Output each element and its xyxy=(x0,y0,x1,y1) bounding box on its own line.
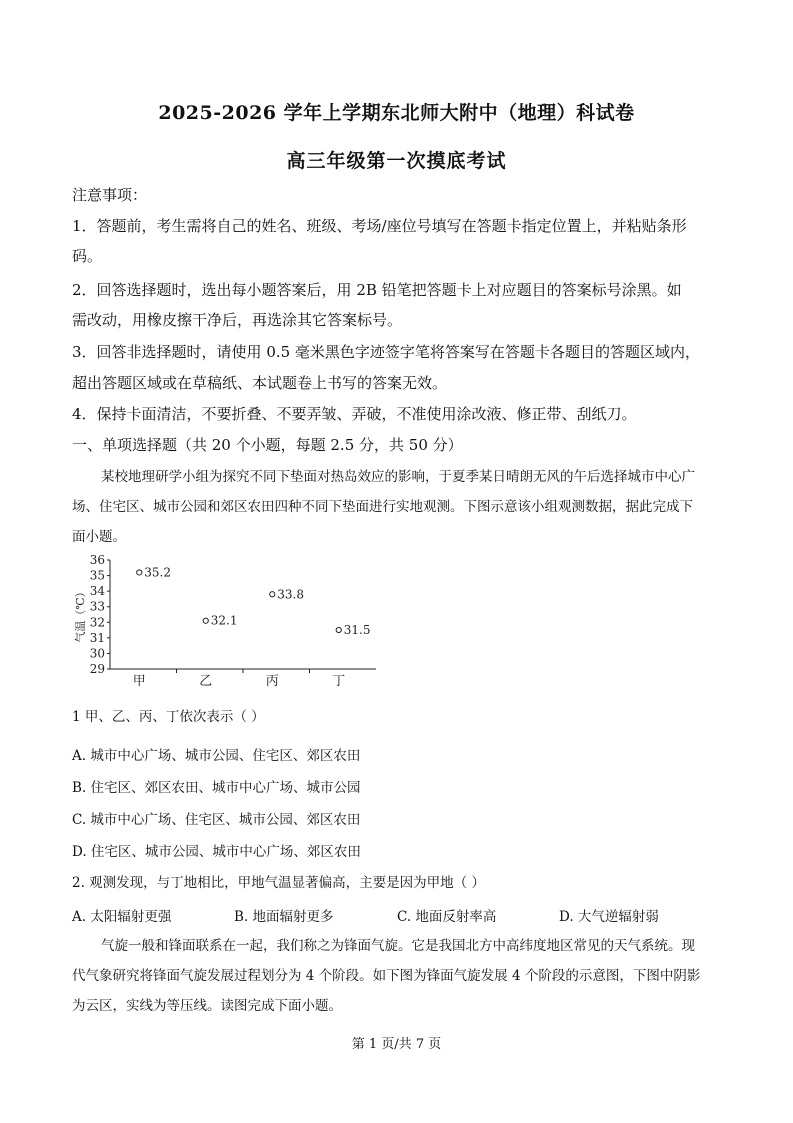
y-tick-label: 30 xyxy=(89,646,105,661)
data-label: 32.1 xyxy=(210,613,238,628)
passage1-line-3: 面小题。 xyxy=(72,529,126,545)
y-tick-label: 32 xyxy=(89,615,105,630)
notice-item-3-cont: 超出答题区域或在草稿纸、本试题卷上书写的答案无效。 xyxy=(72,374,448,392)
y-tick-label: 29 xyxy=(89,662,105,676)
q1-option-a: A. 城市中心广场、城市公园、住宅区、郊区农田 xyxy=(72,748,361,764)
y-tick-label: 36 xyxy=(89,553,105,567)
y-tick-label: 34 xyxy=(89,584,105,599)
y-tick-label: 31 xyxy=(89,630,105,645)
y-tick-label: 35 xyxy=(89,568,105,583)
x-tick-label: 丙 xyxy=(265,674,279,689)
passage2-line-3: 为云区，实线为等压线。读图完成下面小题。 xyxy=(72,998,342,1014)
q1-option-d: D. 住宅区、城市公园、城市中心广场、郊区农田 xyxy=(72,844,361,860)
q2-option-a: A. 太阳辐射更强 xyxy=(72,909,172,925)
q1-option-b: B. 住宅区、郊区农田、城市中心广场、城市公园 xyxy=(72,780,361,796)
notice-item-1-cont: 码。 xyxy=(72,247,103,265)
data-point xyxy=(270,592,275,597)
notice-item-1: 1．答题前，考生需将自己的姓名、班级、考场/座位号填写在答题卡指定位置上，并粘贴条形 xyxy=(72,217,687,235)
exam-title: 2025-2026 学年上学期东北师大附中（地理）科试卷 xyxy=(158,102,635,124)
notice-item-3: 3．回答非选择题时，请使用 0.5 毫米黑色字迹签字笔将答案写在答题卡各题目的答题区域内， xyxy=(72,343,700,361)
notice-item-2-cont: 需改动，用橡皮擦干净后，再选涂其它答案标号。 xyxy=(72,311,403,329)
passage2-line-1: 气旋一般和锋面联系在一起，我们称之为锋面气旋。它是我国北方中高纬度地区常见的天气系统。现 xyxy=(101,938,695,954)
data-point xyxy=(137,570,142,575)
data-label: 33.8 xyxy=(277,587,304,602)
y-tick-label: 33 xyxy=(89,599,105,614)
q2-option-c: C. 地面反射率高 xyxy=(397,909,497,925)
page-footer: 第 1 页/共 7 页 xyxy=(351,1037,442,1052)
section-heading: 一、单项选择题（共 20 个小题，每题 2.5 分，共 50 分） xyxy=(72,436,463,454)
q1-option-c: C. 城市中心广场、住宅区、城市公园、郊区农田 xyxy=(72,812,361,828)
temperature-chart xyxy=(70,550,390,690)
data-point xyxy=(203,618,208,623)
passage1-line-1: 某校地理研学小组为探究不同下垫面对热岛效应的影响，于夏季某日晴朗无风的午后选择城市中心广 xyxy=(101,469,695,485)
x-tick-label: 丁 xyxy=(332,674,346,689)
q2-option-d: D. 大气逆辐射弱 xyxy=(559,909,659,925)
x-tick-label: 乙 xyxy=(199,674,213,689)
notice-item-4: 4．保持卡面清洁，不要折叠、不要弄皱、弄破，不准使用涂改液、修正带、刮纸刀。 xyxy=(72,405,637,423)
y-axis-label: 气温（℃） xyxy=(74,586,87,643)
data-label: 31.5 xyxy=(343,623,371,638)
passage1-line-2: 场、住宅区、城市公园和郊区农田四种不同下垫面进行实地观测。下图示意该小组观测数据，据此完成下 xyxy=(72,499,693,515)
q1-stem: 1 甲、乙、丙、丁依次表示（ ） xyxy=(72,709,265,725)
q2-stem: 2. 观测发现，与丁地相比，甲地气温显著偏高，主要是因为甲地（ ） xyxy=(72,875,485,891)
x-tick-label: 甲 xyxy=(132,674,146,689)
notice-item-2: 2．回答选择题时，选出每小题答案后，用 2B 铅笔把答题卡上对应题目的答案标号涂黑。如 xyxy=(72,281,682,299)
notice-heading: 注意事项： xyxy=(72,186,148,204)
exam-subtitle: 高三年级第一次摸底考试 xyxy=(286,150,507,172)
q2-option-b: B. 地面辐射更多 xyxy=(234,909,334,925)
data-label: 35.2 xyxy=(144,565,171,580)
passage2-line-2: 代气象研究将锋面气旋发展过程划分为 4 个阶段。如下图为锋面气旋发展 4 个阶段的示意图，下图中阴影 xyxy=(72,968,701,984)
data-point xyxy=(336,627,341,632)
